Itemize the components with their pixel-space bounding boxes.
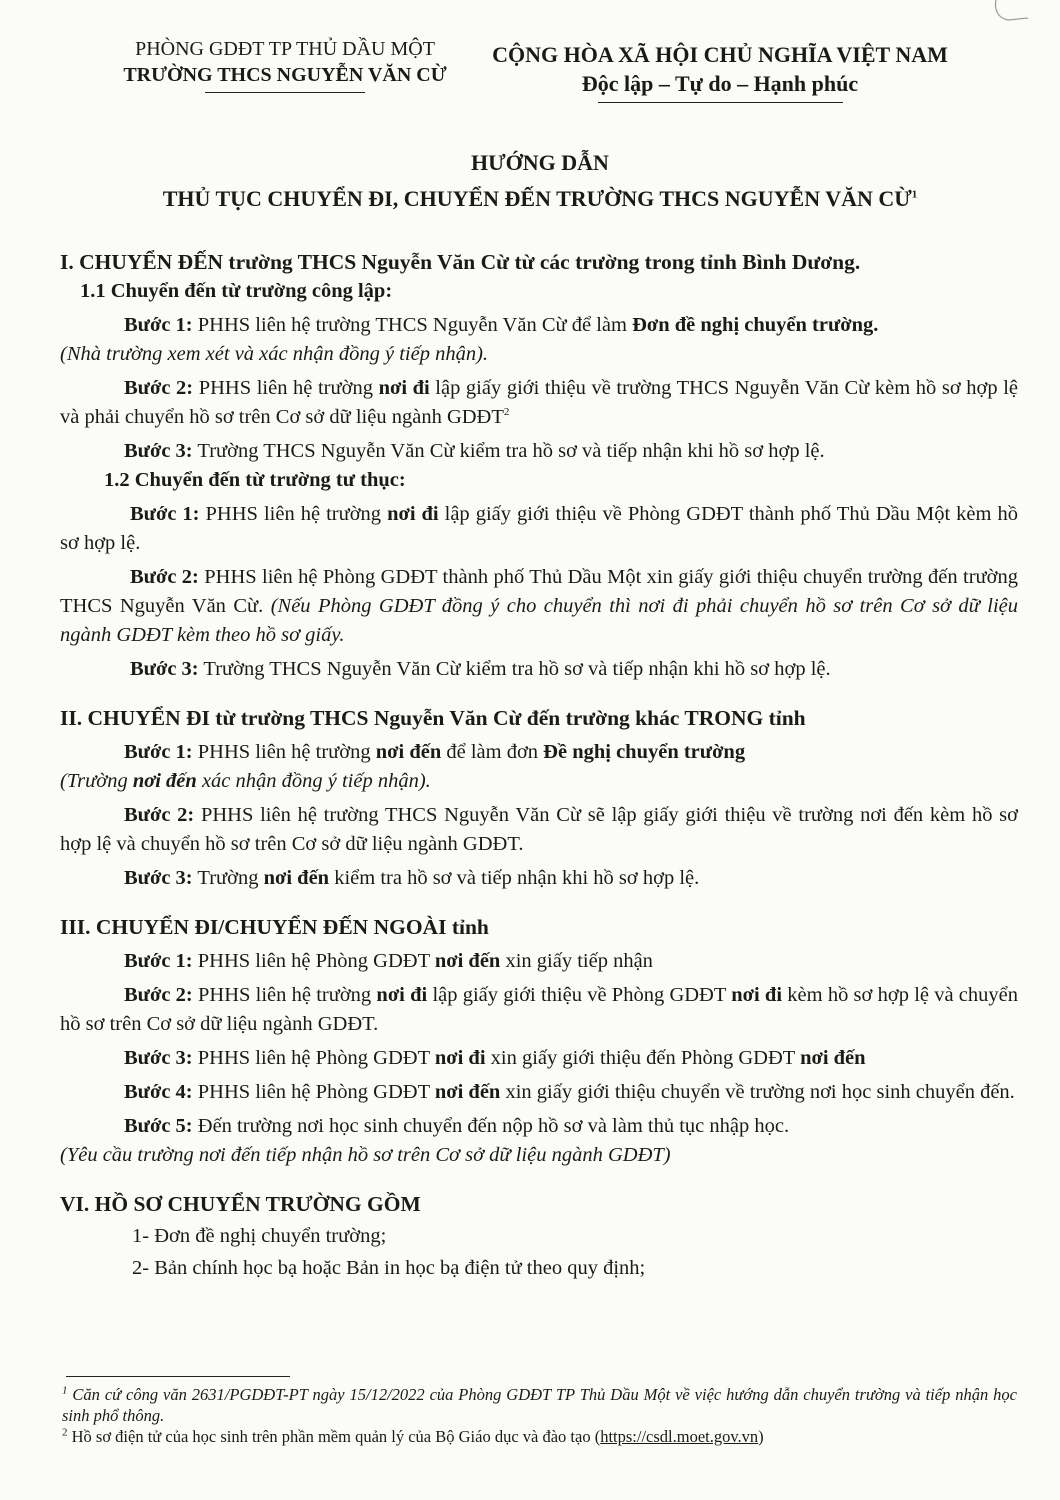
list-item: 2- Bản chính học bạ hoặc Bản in học bạ điện tử theo quy định; xyxy=(132,1257,646,1279)
step-text: kèm hồ sơ hợp lệ và chuyển hồ sơ trên Cơ sở dữ liệu ngành GDĐT. xyxy=(60,984,1019,1035)
step-note: (Trường xyxy=(60,770,133,792)
s2-step-3 xyxy=(60,864,1018,893)
step-text: PHHS liên hệ trường xyxy=(192,741,376,763)
step-text: PHHS liên hệ trường xyxy=(193,377,379,399)
step-text: PHHS liên hệ Phòng GDĐT xyxy=(192,1081,435,1103)
national-motto: Độc lập – Tự do – Hạnh phúc xyxy=(581,71,859,96)
step-bold: nơi đến xyxy=(434,950,501,972)
national-name: CỘNG HÒA XÃ HỘI CHỦ NGHĨA VIỆT NAM xyxy=(492,42,948,67)
step-bold: nơi đi xyxy=(434,1047,486,1069)
step-label: Bước 2: xyxy=(124,377,194,399)
step-text: PHHS liên hệ trường xyxy=(199,503,388,525)
footnote-ref-2: 2 xyxy=(503,406,510,419)
s3-step-5 xyxy=(60,1112,1018,1170)
s1-1-step-1 xyxy=(60,311,1018,369)
step-text: kiểm tra hồ sơ và tiếp nhận khi hồ sơ hợp lệ. xyxy=(329,867,700,889)
s2-step-2 xyxy=(60,801,1018,859)
step-text: PHHS liên hệ trường THCS Nguyễn Văn Cừ để làm xyxy=(192,314,633,336)
footnote-mark: 1 xyxy=(62,1384,68,1397)
footnote-divider xyxy=(66,1376,290,1377)
s2-step-1 xyxy=(60,738,1018,796)
footnote-text: Căn cứ công văn 2631/PGDĐT-PT ngày 15/12/2022 của Phòng GDĐT TP Thủ Dầu Một về việc hướng dẫn chuyển trường và tiếp nhận học sinh phổ thông. xyxy=(62,1385,1017,1425)
step-note: (Nhà trường xem xét và xác nhận đồng ý tiếp nhận). xyxy=(60,343,489,365)
header-right xyxy=(470,40,970,103)
step-note-bold: nơi đến xyxy=(132,770,197,792)
step-bold: nơi đến xyxy=(263,867,330,889)
section-3-heading: III. CHUYỂN ĐI/CHUYỂN ĐẾN NGOÀI tỉnh xyxy=(60,915,489,939)
footnote-text: ) xyxy=(758,1427,764,1446)
step-text: Trường THCS Nguyễn Văn Cừ kiểm tra hồ sơ và tiếp nhận khi hồ sơ hợp lệ. xyxy=(198,658,831,680)
footnote-mark: 2 xyxy=(62,1426,68,1439)
footnote-ref-1: 1 xyxy=(911,188,918,201)
step-note: xác nhận đồng ý tiếp nhận). xyxy=(196,770,431,792)
footnotes xyxy=(62,1384,1017,1447)
step-label: Bước 1: xyxy=(124,314,193,336)
section-4-heading: VI. HỒ SƠ CHUYỂN TRƯỜNG GỒM xyxy=(60,1192,421,1216)
step-text: lập giấy giới thiệu về Phòng GDĐT xyxy=(427,984,732,1006)
s1-2-step-3 xyxy=(60,655,1018,684)
step-bold: nơi đi xyxy=(387,503,439,525)
step-text: PHHS liên hệ Phòng GDĐT xyxy=(192,950,435,972)
step-bold: Đề nghị chuyển trường xyxy=(543,741,746,763)
step-bold: nơi đến xyxy=(434,1081,501,1103)
step-text: xin giấy giới thiệu chuyển về trường nơi học sinh chuyển đến. xyxy=(500,1081,1015,1103)
step-text: PHHS liên hệ Phòng GDĐT xyxy=(192,1047,435,1069)
step-bold: nơi đi xyxy=(731,984,783,1006)
step-bold: nơi đến xyxy=(375,741,442,763)
header-left-underline xyxy=(205,92,365,93)
s3-step-3 xyxy=(60,1044,1018,1073)
step-label: Bước 3: xyxy=(130,658,199,680)
document-body xyxy=(60,248,1018,1283)
step-text: Trường xyxy=(192,867,264,889)
step-text: PHHS liên hệ trường THCS Nguyễn Văn Cừ sẽ lập giấy giới thiệu về trường nơi đến kèm hồ sơ hợp lệ và chuyển hồ sơ trên Cơ sở dữ liệu ngành GDĐT. xyxy=(60,804,1018,855)
step-label: Bước 1: xyxy=(130,503,200,525)
agency-name: PHÒNG GDĐT TP THỦ DẦU MỘT xyxy=(135,38,435,60)
step-note: (Nếu Phòng GDĐT đồng ý cho chuyển thì nơi đi phải chuyển hồ sơ trên Cơ sở dữ liệu ngành GDĐT kèm theo hồ sơ giấy. xyxy=(60,595,1019,646)
step-bold: nơi đi xyxy=(376,984,428,1006)
step-label: Bước 1: xyxy=(124,741,193,763)
footnote-link[interactable]: https://csdl.moet.gov.vn xyxy=(600,1427,759,1446)
step-label: Bước 3: xyxy=(124,440,193,462)
step-label: Bước 2: xyxy=(124,804,195,826)
step-label: Bước 5: xyxy=(124,1115,193,1137)
s1-2-step-2 xyxy=(60,563,1018,650)
section-1-2-heading: 1.2 Chuyển đến từ trường tư thục: xyxy=(104,469,406,491)
list-item: 1- Đơn đề nghị chuyển trường; xyxy=(132,1225,387,1247)
step-label: Bước 4: xyxy=(124,1081,193,1103)
title-line1: HƯỚNG DẪN xyxy=(471,150,609,175)
step-label: Bước 3: xyxy=(124,867,193,889)
step-text: PHHS liên hệ Phòng GDĐT thành phố Thủ Dầu Một xin giấy giới thiệu chuyển trường đến trường THCS Nguyễn Văn Cừ. xyxy=(60,566,1018,617)
step-bold: nơi đến xyxy=(800,1047,866,1069)
section-1-heading: I. CHUYỂN ĐẾN trường THCS Nguyễn Văn Cừ từ các trường trong tỉnh Bình Dương. xyxy=(60,250,861,274)
footnote-text: Hồ sơ điện tử của học sinh trên phần mềm quản lý của Bộ Giáo dục và đào tạo ( xyxy=(67,1427,601,1446)
step-note: (Yêu cầu trường nơi đến tiếp nhận hồ sơ trên Cơ sở dữ liệu ngành GDĐT) xyxy=(60,1144,671,1166)
step-text: xin giấy tiếp nhận xyxy=(500,950,653,972)
school-name: TRƯỜNG THCS NGUYỄN VĂN CỪ xyxy=(123,64,447,86)
step-label: Bước 2: xyxy=(124,984,193,1006)
s3-step-1 xyxy=(60,947,1018,976)
step-bold: Đơn đề nghị chuyển trường. xyxy=(632,314,879,336)
step-label: Bước 3: xyxy=(124,1047,193,1069)
s3-step-2 xyxy=(60,981,1018,1039)
section-1-1-heading: 1.1 Chuyển đến từ trường công lập: xyxy=(80,280,393,302)
s1-1-step-3 xyxy=(60,437,1018,466)
step-label: Bước 2: xyxy=(130,566,199,588)
section-2-heading: II. CHUYỂN ĐI từ trường THCS Nguyễn Văn Cừ đến trường khác TRONG tỉnh xyxy=(60,706,806,730)
header-right-underline xyxy=(598,102,843,103)
s3-step-4 xyxy=(60,1078,1018,1107)
step-label: Bước 1: xyxy=(124,950,193,972)
step-text: Trường THCS Nguyễn Văn Cừ kiểm tra hồ sơ và tiếp nhận khi hồ sơ hợp lệ. xyxy=(192,440,825,462)
corner-pen-mark xyxy=(990,0,1030,28)
s1-2-step-1 xyxy=(60,500,1018,558)
document-title xyxy=(40,145,1040,217)
footnote-2 xyxy=(62,1426,1017,1447)
step-text: Đến trường nơi học sinh chuyển đến nộp hồ sơ và làm thủ tục nhập học. xyxy=(192,1115,790,1137)
step-text: lập giấy giới thiệu về trường THCS Nguyễn Văn Cừ kèm hồ sơ hợp lệ và phải chuyển hồ sơ trên Cơ sở dữ liệu ngành GDĐT xyxy=(60,377,1018,428)
step-text: lập giấy giới thiệu về Phòng GDĐT thành phố Thủ Dầu Một kèm hồ sơ hợp lệ. xyxy=(60,503,1018,554)
header-left xyxy=(100,36,470,93)
title-line2 xyxy=(40,181,1040,217)
step-text: xin giấy giới thiệu đến Phòng GDĐT xyxy=(485,1047,801,1069)
s1-1-step-2 xyxy=(60,374,1018,432)
step-text: để làm đơn xyxy=(441,741,544,763)
step-bold: nơi đi xyxy=(378,377,430,399)
step-text: PHHS liên hệ trường xyxy=(192,984,377,1006)
footnote-1 xyxy=(62,1384,1017,1426)
title-line2-text: THỦ TỤC CHUYỂN ĐI, CHUYỂN ĐẾN TRƯỜNG THCS NGUYỄN VĂN CỪ xyxy=(162,186,912,211)
